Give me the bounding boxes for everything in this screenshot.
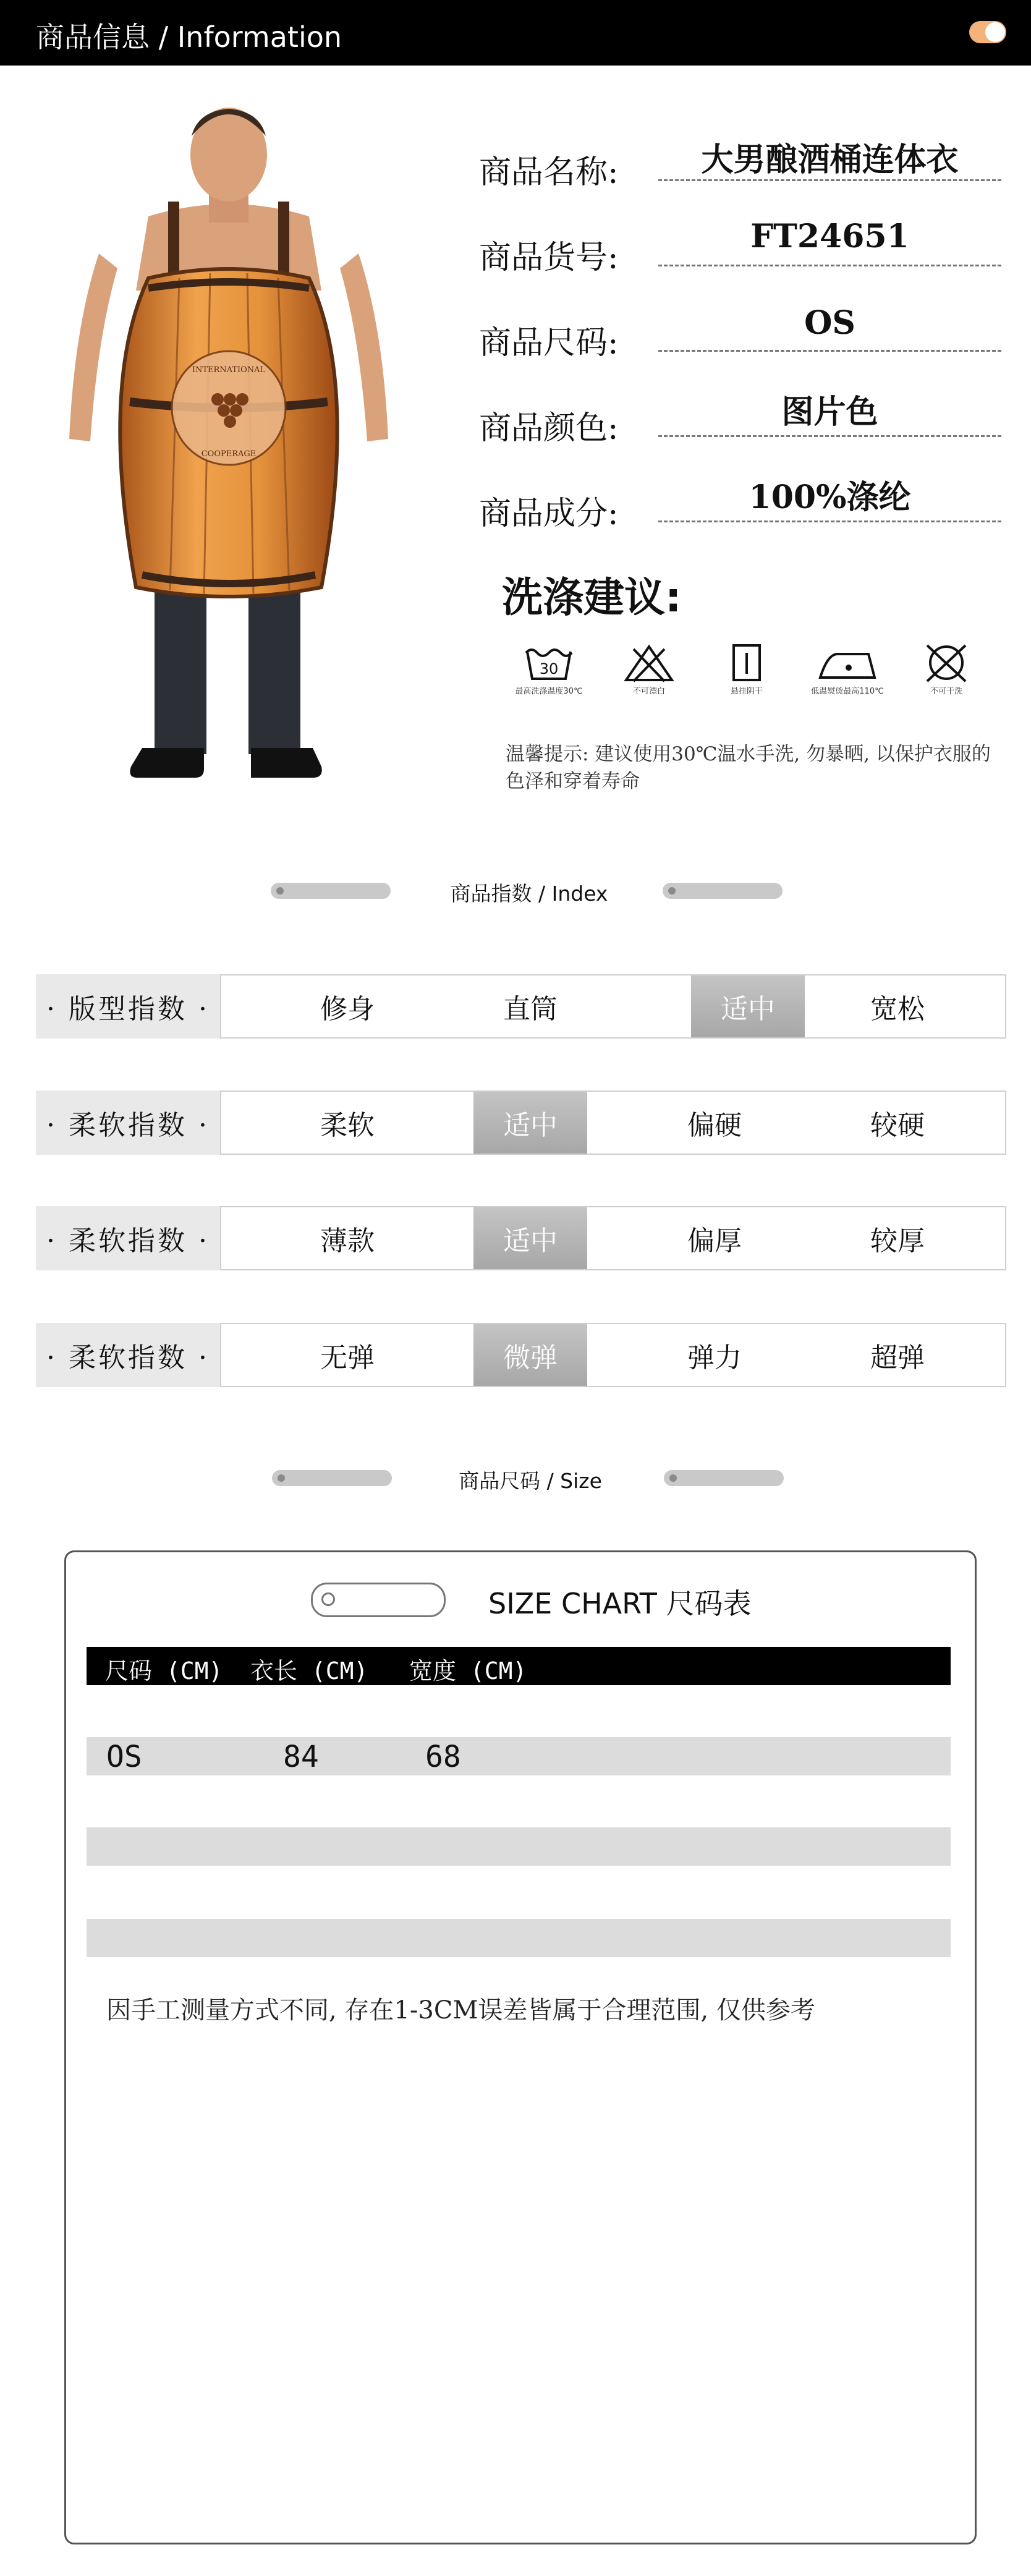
care-item: 不可干洗 bbox=[906, 643, 986, 697]
size-chart-title: SIZE CHART 尺码表 bbox=[488, 1587, 752, 1620]
divider bbox=[658, 265, 1001, 266]
index-option: 较硬 bbox=[870, 1110, 925, 1141]
product-image bbox=[56, 93, 402, 847]
index-row-label: · 柔软指数 · bbox=[36, 1323, 220, 1387]
size-section-title: 商品尺码 / Size bbox=[459, 1469, 602, 1493]
index-option: 弹力 bbox=[687, 1342, 742, 1374]
index-option: 偏厚 bbox=[687, 1225, 742, 1257]
index-option-selected: 适中 bbox=[473, 1207, 587, 1269]
index-row-label: · 柔软指数 · bbox=[36, 1206, 220, 1270]
logo-text-bottom: COOPERAGE bbox=[201, 449, 257, 459]
divider bbox=[658, 521, 1001, 522]
index-option: 超弹 bbox=[870, 1342, 925, 1374]
table-row bbox=[87, 1919, 951, 1957]
info-label-size: 商品尺码: bbox=[479, 325, 619, 362]
no-bleach-icon bbox=[621, 643, 677, 682]
index-option: 较厚 bbox=[870, 1225, 925, 1257]
divider bbox=[658, 350, 1001, 352]
table-cell: 68 bbox=[425, 1740, 461, 1774]
index-option: 无弹 bbox=[320, 1342, 375, 1374]
index-row-elasticity bbox=[36, 1323, 1005, 1387]
info-value-size: OS bbox=[804, 304, 855, 342]
index-option: 宽松 bbox=[870, 993, 925, 1025]
info-label-material: 商品成分: bbox=[479, 495, 619, 532]
column-header: 尺码 (CM) bbox=[105, 1657, 223, 1685]
index-row-fit bbox=[36, 974, 1005, 1039]
svg-text:30: 30 bbox=[539, 660, 559, 678]
info-value-color: 图片色 bbox=[781, 393, 878, 431]
info-label-color: 商品颜色: bbox=[479, 410, 619, 447]
hang-dry-icon bbox=[719, 643, 774, 682]
index-row-thickness bbox=[36, 1206, 1005, 1270]
logo-text-top: INTERNATIONAL bbox=[192, 365, 266, 375]
care-item: 低温熨烫最高110℃ bbox=[807, 643, 888, 697]
wash-30-icon bbox=[521, 643, 577, 682]
no-tumble-dry-icon bbox=[919, 643, 974, 682]
page-title: 商品信息 / Information bbox=[36, 20, 342, 54]
divider-pill bbox=[272, 1470, 392, 1486]
divider bbox=[658, 179, 1001, 181]
index-section-title: 商品指数 / Index bbox=[450, 882, 608, 906]
index-row-softness bbox=[36, 1090, 1005, 1155]
info-value-sku: FT24651 bbox=[750, 218, 909, 255]
divider-pill bbox=[663, 883, 783, 899]
index-option: 修身 bbox=[320, 993, 375, 1025]
divider bbox=[658, 435, 1001, 437]
washing-title: 洗涤建议: bbox=[502, 574, 682, 621]
table-cell: OS bbox=[106, 1740, 142, 1774]
index-row-label: · 版型指数 · bbox=[36, 974, 220, 1039]
size-chart-pill-icon bbox=[311, 1583, 446, 1617]
table-row bbox=[87, 1827, 951, 1866]
info-label-sku: 商品货号: bbox=[479, 239, 619, 276]
washing-tip: 温馨提示: 建议使用30℃温水手洗, 勿暴晒, 以保护衣服的色泽和穿着寿命 bbox=[506, 743, 991, 793]
index-option-selected: 适中 bbox=[691, 976, 805, 1037]
care-item: 悬挂阴干 bbox=[706, 643, 787, 697]
toggle-icon[interactable] bbox=[969, 21, 1006, 43]
column-header: 宽度 (CM) bbox=[409, 1657, 527, 1685]
index-option: 柔软 bbox=[320, 1110, 375, 1141]
index-option-selected: 适中 bbox=[473, 1092, 587, 1154]
info-label-name: 商品名称: bbox=[479, 154, 619, 191]
care-item: 30 最高洗涤温度30℃ bbox=[509, 643, 589, 697]
column-header: 衣长 (CM) bbox=[250, 1657, 368, 1685]
table-cell: 84 bbox=[283, 1740, 319, 1774]
info-value-material: 100%涤纶 bbox=[749, 478, 911, 516]
index-option: 偏硬 bbox=[687, 1110, 742, 1141]
table-row bbox=[87, 1737, 951, 1775]
index-option: 薄款 bbox=[320, 1225, 375, 1257]
index-option-selected: 微弹 bbox=[473, 1324, 587, 1386]
divider-pill bbox=[271, 883, 391, 899]
index-option: 直筒 bbox=[503, 993, 558, 1025]
size-note: 因手工测量方式不同, 存在1-3CM误差皆属于合理范围, 仅供参考 bbox=[106, 1996, 815, 2025]
divider-pill bbox=[664, 1470, 784, 1486]
index-row-label: · 柔软指数 · bbox=[36, 1090, 220, 1155]
info-value-name: 大男酿酒桶连体衣 bbox=[701, 141, 959, 179]
size-chart-header bbox=[87, 1647, 951, 1685]
low-iron-icon bbox=[817, 643, 878, 682]
size-chart-box bbox=[64, 1550, 977, 2544]
care-item: 不可漂白 bbox=[609, 643, 689, 697]
